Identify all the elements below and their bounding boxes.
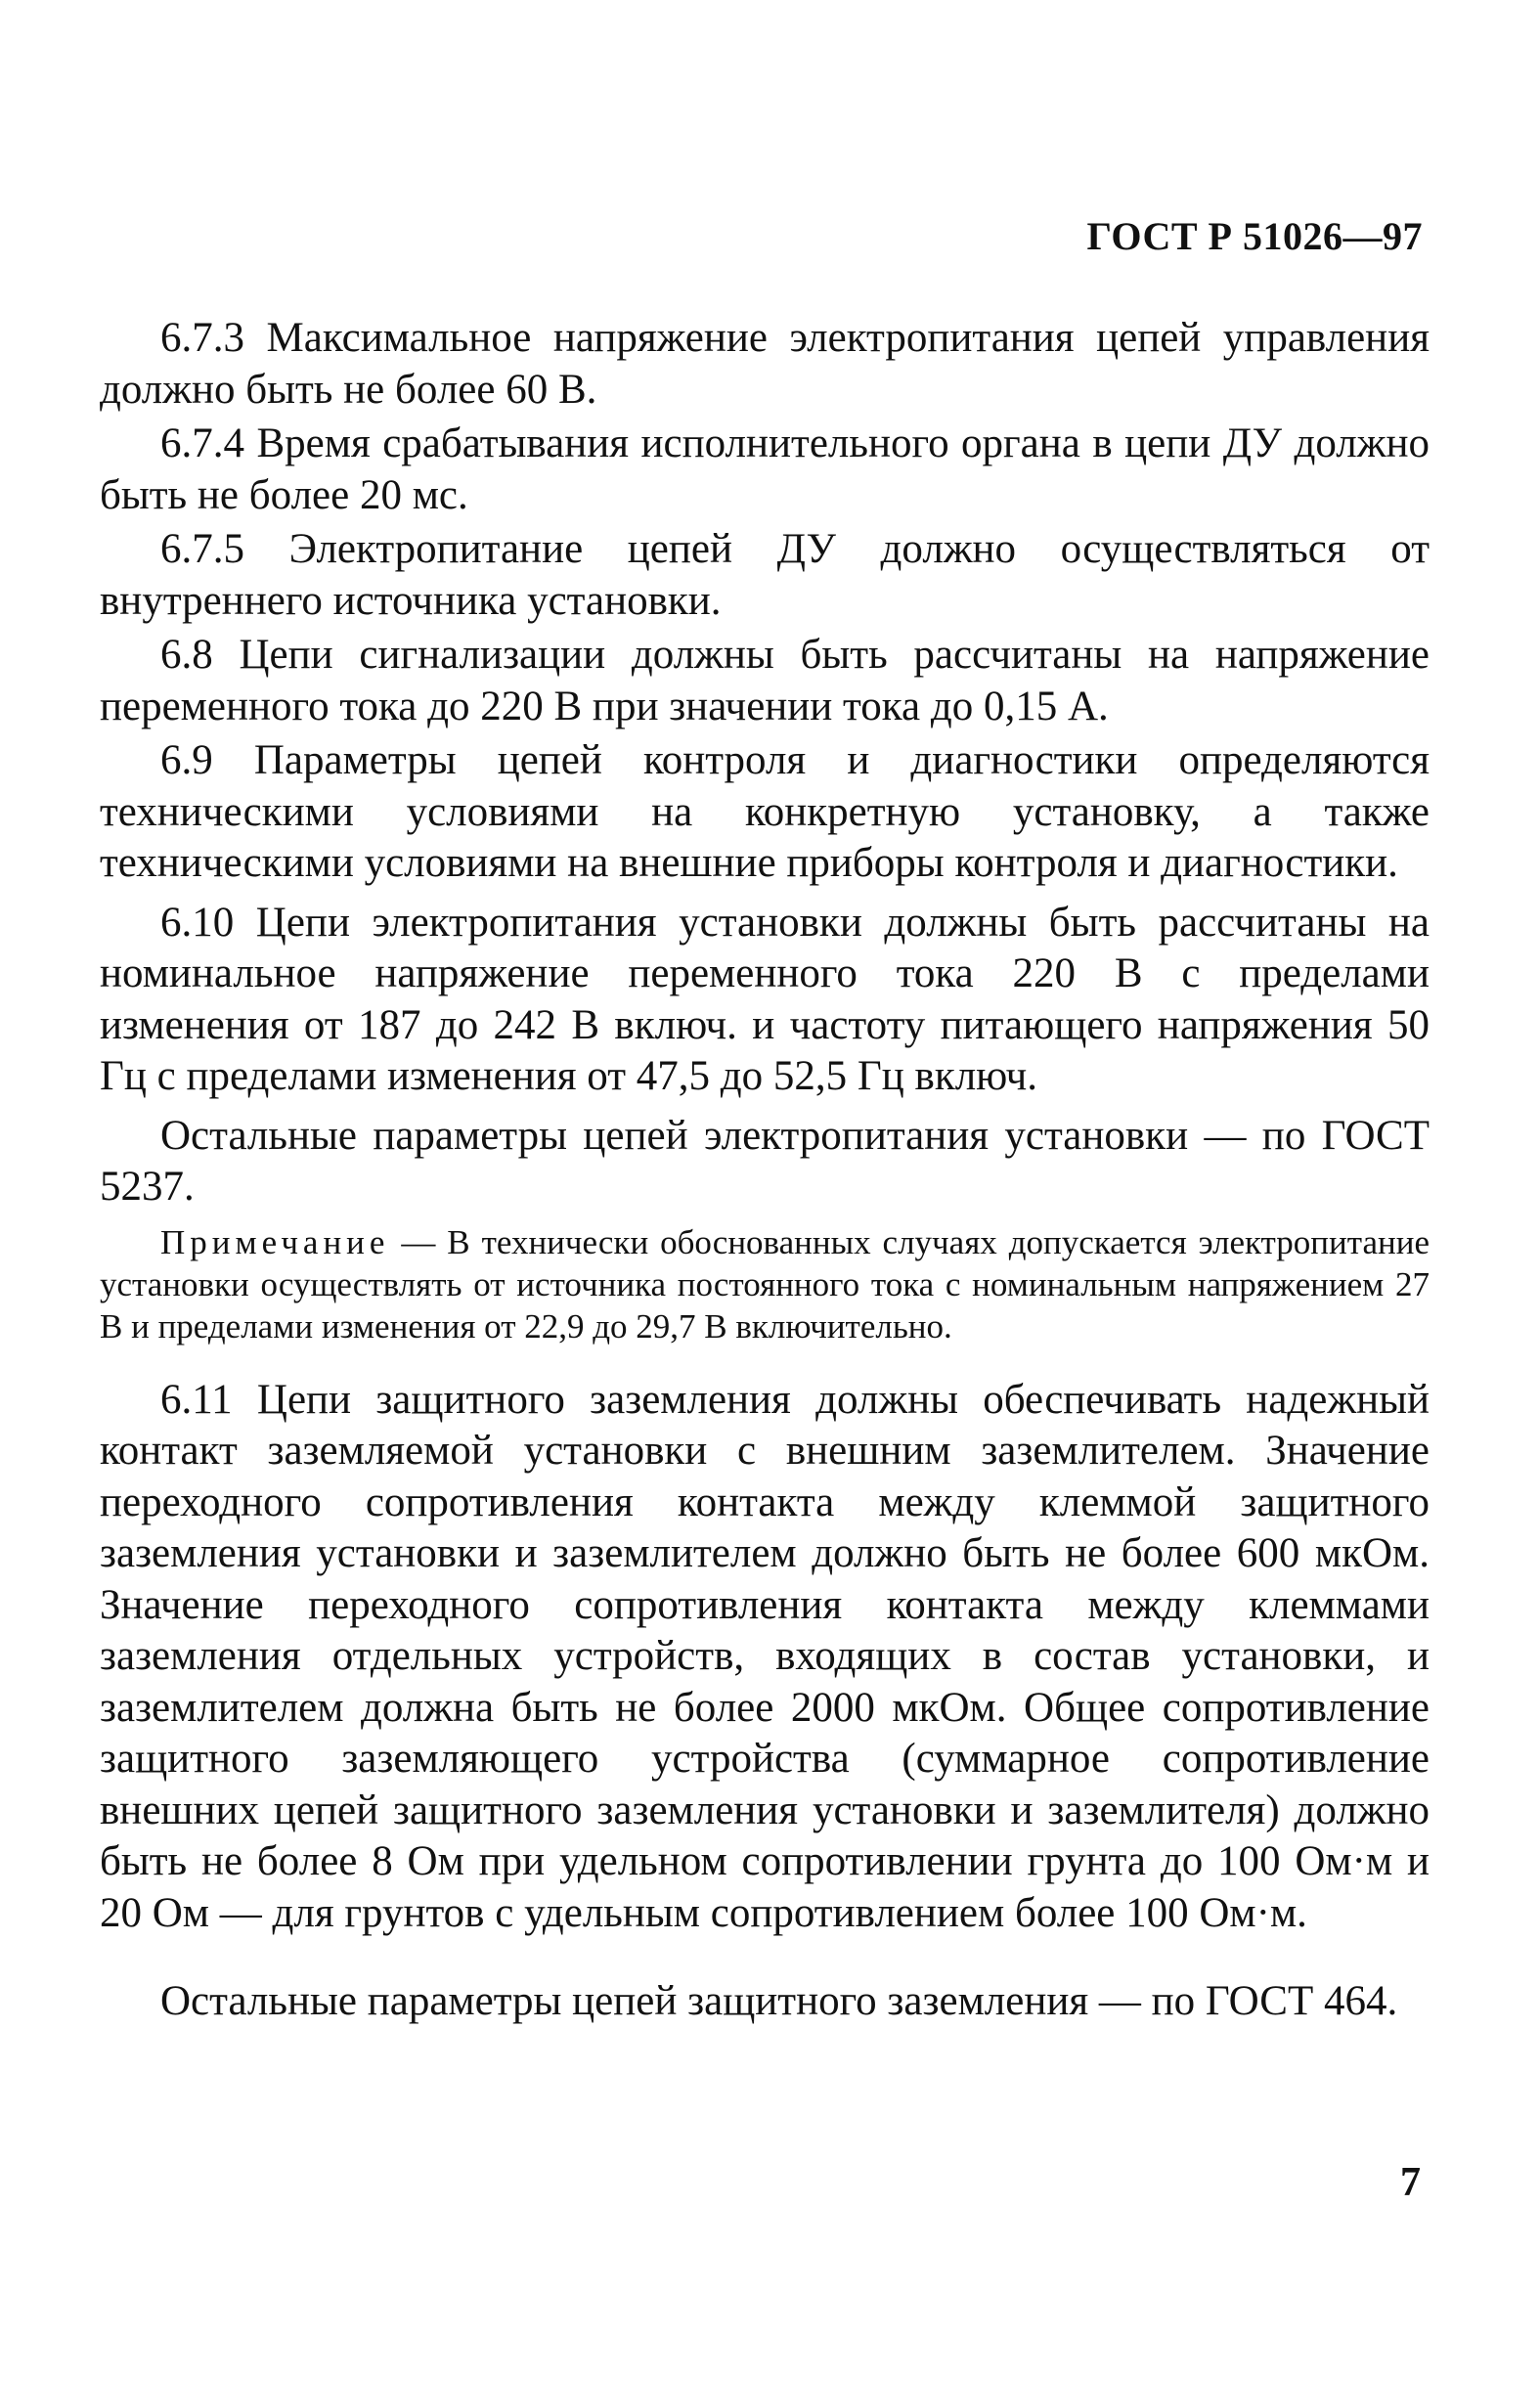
note-label: Примечание [160,1222,390,1261]
paragraph-6-10-continuation: Остальные параметры цепей электропитания установки — по ГОСТ 5237. [100,1112,1430,1210]
document-body [100,313,1430,2028]
paragraph-6-8: 6.8 Цепи сигнализации должны быть рассчитаны на напряжение переменного тока до 220 В при значении тока до 0,15 А. [100,632,1430,729]
note-block [100,1221,1430,1347]
paragraph-6-7-5: 6.7.5 Электропитание цепей ДУ должно осуществляться от внутреннего источника установки. [100,526,1430,624]
document-header: ГОСТ Р 51026—97 [1086,214,1423,258]
paragraph-6-9: 6.9 Параметры цепей контроля и диагностики определяются техническими условиями на конкретную установку, а также техническими условиями на внешние приборы контроля и диагностики. [100,737,1430,886]
paragraph-6-10: 6.10 Цепи электропитания установки должны быть рассчитаны на номинальное напряжение переменного тока 220 В с пределами изменения от 187 до 242 В включ. и частоту питающего напряжения 50 Гц с пределами изменения от 47,5 до 52,5 Гц включ. [100,899,1430,1099]
paragraph-6-7-3: 6.7.3 Максимальное напряжение электропитания цепей управления должно быть не более 60 В. [100,315,1430,413]
paragraph-6-11: 6.11 Цепи защитного заземления должны обеспечивать надежный контакт заземляемой установки с внешним заземлителем. Значение переходного сопротивления контакта между клеммой защитного заземления установки и заземлителем должно быть не более 600 мкОм. Значение переходного сопротивления контакта между клеммами заземления отдельных устройств, входящих в состав установки, и заземлителем должна быть не более 2000 мкОм. Общее сопротивление защитного заземляющего устройства (суммарное сопротивление внешних цепей защитного заземления установки и заземлителя) должно быть не более 8 Ом при удельном сопротивлении грунта до 100 Ом·м и 20 Ом — для грунтов с удельным сопротивлением более 100 Ом·м. [100,1376,1430,1936]
note-text: — В технически обоснованных случаях допускается электропитание установки осуществлять от источника постоянного тока с номинальным напряжением 27 В и пределами изменения от 22,9 до 29,7 В включительно. [100,1222,1430,1345]
paragraph-6-7-4: 6.7.4 Время срабатывания исполнительного органа в цепи ДУ должно быть не более 20 мс. [100,420,1430,518]
page-number: 7 [1400,2160,1421,2205]
paragraph-6-11-continuation: Остальные параметры цепей защитного заземления — по ГОСТ 464. [160,1978,1398,2024]
